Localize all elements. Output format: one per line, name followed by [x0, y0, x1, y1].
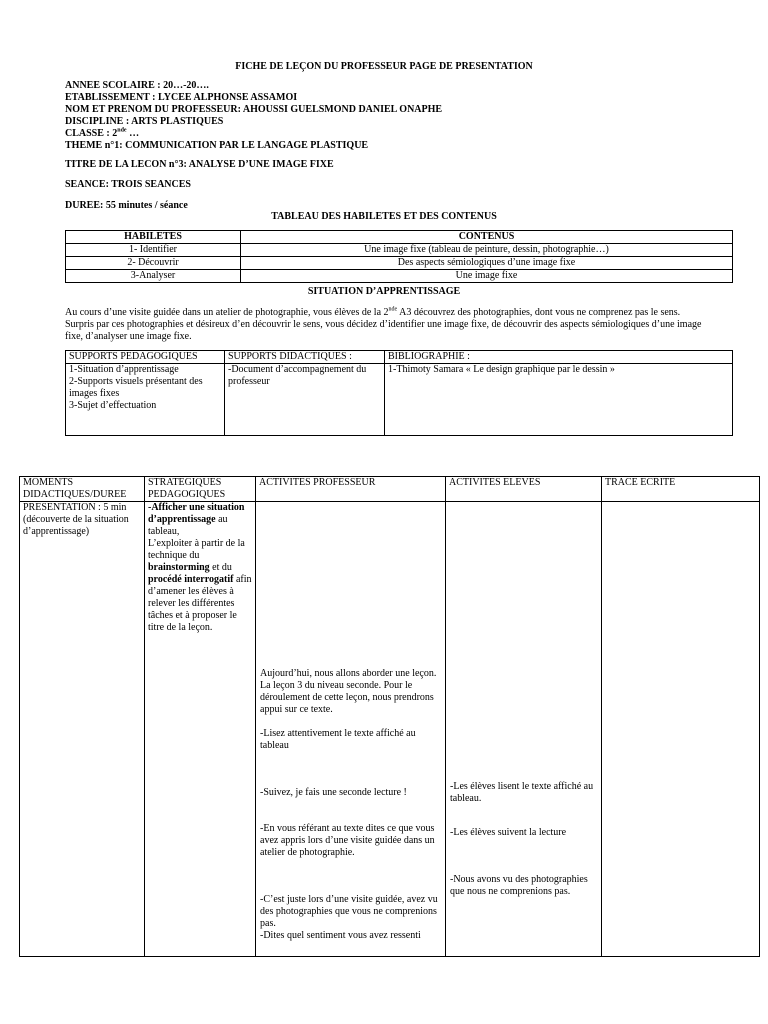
- list-item: 3-Sujet d’effectuation: [69, 400, 157, 411]
- strategie-cell: -Afficher une situation d’apprentissage au tableau, L’exploiter à partir de la technique du brainstorming et du procédé interrogatif afin d’amener les élèves à relever les différentes tâches et à proposer le titre de la leçon.: [145, 502, 256, 957]
- prof-paragraph: -En vous référant au texte dites ce que vous avez appris lors d’une visite guidée dans un atelier de photographie.: [260, 823, 435, 858]
- situation-heading: SITUATION D’APPRENTISSAGE: [307, 286, 461, 297]
- prof-paragraph: -C’est juste lors d’une visite guidée, avez vu des photographies que vous ne comprenions pas.: [260, 894, 438, 929]
- activites-eleves-cell: [446, 502, 602, 957]
- situation-text: Au cours d’une visite guidée dans un atelier de photographie, vous élèves de la 2nde A3 découvrez des photographies, dont vous ne comprenez pas le sens. Surpris par ces photographies et désireux d’en découvrir le sens, vous décidez d’identifier une image fixe, de découvrir des aspects sémiologiques d’une image fixe, d’analyser une image fixe.: [65, 306, 702, 342]
- list-item: 1-Thimoty Samara « Le design graphique par le dessin »: [388, 364, 615, 375]
- habiletes-table: [65, 230, 733, 283]
- prof-paragraph: -Suivez, je fais une seconde lecture !: [260, 787, 407, 798]
- titre-lecon: TITRE DE LA LECON n°3: ANALYSE D’UNE IMAGE FIXE: [65, 159, 334, 170]
- annee-scolaire: ANNEE SCOLAIRE : 20…-20….: [65, 80, 209, 91]
- col-activites-professeur: ACTIVITES PROFESSEUR: [256, 477, 446, 502]
- eleves-paragraph: -Nous avons vu des photographies que nous ne comprenions pas.: [450, 874, 588, 897]
- page-title: FICHE DE LEÇON DU PROFESSEUR PAGE DE PRESENTATION: [235, 61, 533, 72]
- duree: DUREE: 55 minutes / séance: [65, 200, 188, 211]
- activites-professeur-cell: [256, 502, 446, 957]
- col-supports-didactiques: SUPPORTS DIDACTIQUES :: [225, 351, 385, 364]
- col-contenus: CONTENUS: [241, 231, 733, 244]
- prof-paragraph: -Dites quel sentiment vous avez ressenti: [260, 930, 421, 941]
- eleves-paragraph: -Les élèves suivent la lecture: [450, 827, 567, 838]
- list-item: 1-Situation d’apprentissage: [69, 364, 179, 375]
- col-habiletes: HABILETES: [66, 231, 241, 244]
- moment-cell: PRESENTATION : 5 min (découverte de la situation d’apprentissage): [20, 502, 145, 957]
- habiletes-caption: TABLEAU DES HABILETES ET DES CONTENUS: [271, 211, 497, 222]
- col-activites-eleves: ACTIVITES ELEVES: [446, 477, 602, 502]
- professeur: NOM ET PRENOM DU PROFESSEUR: AHOUSSI GUELSMOND DANIEL ONAPHE: [65, 104, 443, 115]
- prof-paragraph: Aujourd’hui, nous allons aborder une leçon. La leçon 3 du niveau seconde. Pour le déroulement de cette leçon, nous prendrons appui sur ce texte.: [260, 668, 437, 715]
- col-bibliographie: BIBLIOGRAPHIE :: [385, 351, 733, 364]
- eleves-paragraph: -Les élèves lisent le texte affiché au tableau.: [450, 781, 594, 804]
- col-strategies: STRATEGIQUES PEDAGOGIQUES: [145, 477, 256, 502]
- col-trace-ecrite: TRACE ECRITE: [602, 477, 760, 502]
- col-moments: MOMENTS DIDACTIQUES/DUREE: [20, 477, 145, 502]
- discipline: DISCIPLINE : ARTS PLASTIQUES: [65, 116, 224, 127]
- list-item: 2-Supports visuels présentant des images fixes: [69, 376, 203, 399]
- prof-paragraph: -Lisez attentivement le texte affiché au tableau: [260, 728, 416, 751]
- col-supports-pedagogiques: SUPPORTS PEDAGOGIQUES: [66, 351, 225, 364]
- classe: CLASSE : 2nde …: [65, 127, 140, 139]
- etablissement: ETABLISSEMENT : LYCEE ALPHONSE ASSAMOI: [65, 92, 298, 103]
- table-row: [20, 502, 760, 957]
- header-info: [65, 80, 745, 152]
- list-item: -Document d’accompagnement du professeur: [228, 364, 367, 387]
- table-row: 3-Analyser Une image fixe: [66, 270, 733, 283]
- trace-ecrite-cell: [602, 502, 760, 957]
- table-row: 2- Découvrir Des aspects sémiologiques d’une image fixe: [66, 257, 733, 270]
- table-row: 1- Identifier Une image fixe (tableau de peinture, dessin, photographie…): [66, 244, 733, 257]
- seance: SEANCE: TROIS SEANCES: [65, 179, 191, 190]
- deroulement-table: [19, 476, 760, 957]
- theme: THEME n°1: COMMUNICATION PAR LE LANGAGE PLASTIQUE: [65, 140, 369, 151]
- supports-table: [65, 350, 733, 436]
